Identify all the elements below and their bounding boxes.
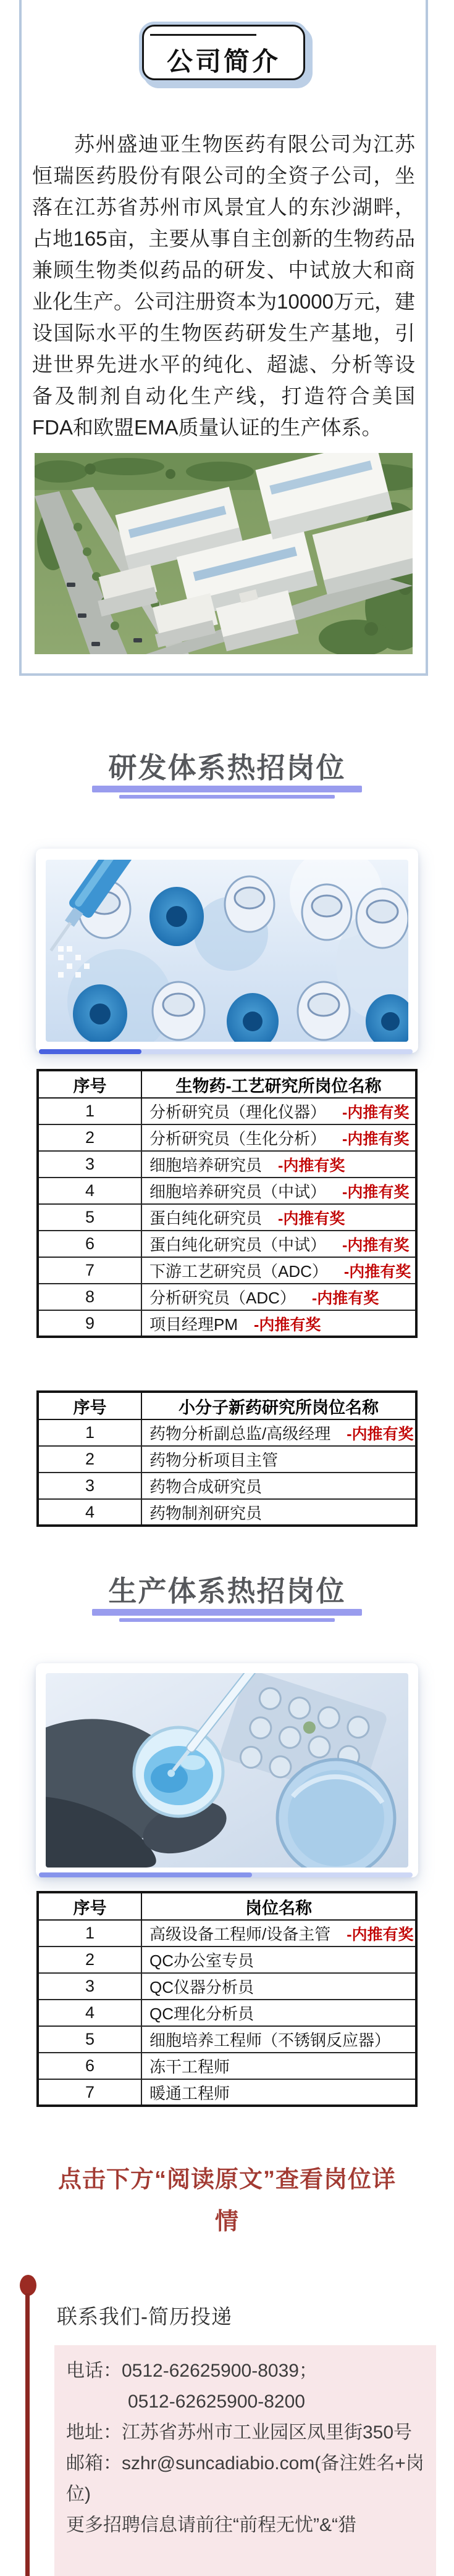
referral-bonus-tag: -内推有奖 [278,1210,345,1228]
job-title: 下游工艺研究员（ADC） [149,1262,328,1281]
job-title: 分析研究员（ADC） [149,1289,296,1307]
job-title: 细胞培养研究员 [149,1156,263,1174]
rnd-card-progress-track [39,1049,413,1054]
job-title: 分析研究员（生化分析） [149,1129,327,1148]
row-number: 4 [38,1178,141,1204]
row-number: 9 [38,1310,141,1337]
campus-aerial-image [35,453,413,654]
row-number: 3 [38,1473,141,1499]
table-row [38,1499,416,1526]
heading-underline-primary [92,1609,362,1616]
heading-underline-secondary [119,1618,335,1622]
row-number: 3 [38,1973,141,2000]
referral-bonus-tag: -内推有奖 [343,1263,411,1281]
job-title: 项目经理PM [149,1315,238,1334]
job-title-cell [141,1973,416,2000]
contact-section [0,2275,454,2576]
readmore-cta-text [0,2159,454,2243]
job-title: 高级设备工程师/设备主管 [149,1925,331,1943]
job-title: 蛋白纯化研究员（中试） [149,1236,327,1254]
timeline-line [25,2293,30,2576]
job-title-cell [141,2079,416,2106]
job-title-cell [141,1098,416,1124]
company-intro-section [19,0,428,676]
row-number: 7 [38,1257,141,1284]
table-row [38,1257,416,1284]
jobs-table [36,1069,418,1338]
job-title-cell [141,1231,416,1257]
production-heading-group [0,1575,454,1622]
job-title: 分析研究员（理化仪器） [149,1103,327,1121]
job-title-cell [141,1151,416,1178]
row-number: 7 [38,2079,141,2106]
job-title: 细胞培养工程师（不锈钢反应器） [149,2031,391,2050]
row-number: 4 [38,2000,141,2026]
job-title-cell [141,1920,416,1947]
table-row [38,1178,416,1204]
row-number: 1 [38,1419,141,1446]
column-header-title: 生物药-工艺研究所岗位名称 [141,1070,416,1098]
referral-bonus-tag: -内推有奖 [342,1104,410,1121]
cta-line-2: 情 [214,2209,239,2235]
section-title-rnd: 研发体系热招岗位 [108,752,346,784]
jobs-table [36,1390,418,1527]
contact-address-line: 地址：江苏省苏州市工业园区凤里街350号 [66,2422,413,2443]
production-card-progress-fill [39,1872,252,1877]
row-number: 8 [38,1284,141,1310]
referral-bonus-tag: -内推有奖 [347,1926,414,1943]
badge-accent-line [150,34,256,36]
contact-phone-line-2: 0512-62625900-8200 [128,2391,305,2412]
table-row [38,1310,416,1337]
job-title: QC仪器分析员 [149,1978,254,1996]
production-jobs-table [36,1891,418,2107]
column-header-index: 序号 [38,1392,141,1419]
table-row [38,2053,416,2079]
job-title: QC理化分析员 [149,2005,254,2023]
job-title: 药物分析副总监/高级经理 [149,1424,331,1443]
referral-bonus-tag: -内推有奖 [311,1290,379,1307]
production-photo-card [36,1663,418,1877]
column-header-title: 小分子新药研究所岗位名称 [141,1392,416,1419]
job-title: 蛋白纯化研究员 [149,1209,263,1228]
production-lab-image [46,1673,408,1868]
table-row [38,1473,416,1499]
job-title: 冻干工程师 [149,2058,230,2076]
table-row [38,1151,416,1178]
job-title-cell [141,1499,416,1526]
referral-bonus-tag: -内推有奖 [342,1131,410,1148]
company-intro-paragraph: 苏州盛迪亚生物医药有限公司为江苏恒瑞医药股份有限公司的全资子公司，坐落在江苏省苏州市风景宜人的东沙湖畔，占地165亩，主要从事自主创新的生物药品兼顾生物类似药品的研发、中试放大和商业化生产。公司注册资本为10000万元，建设国际水平的生物医药研发生产基地，引进世界先进水平的纯化、超滤、分析等设备及制剂自动化生产线，打造符合美国FDA和欧盟EMA质量认证的生产体系。 [32,133,415,439]
section-title-production: 生产体系热招岗位 [108,1575,346,1607]
rnd-photo-card [36,849,418,1053]
referral-bonus-tag: -内推有奖 [342,1237,410,1254]
table-row [38,1920,416,1947]
job-title-cell [141,1419,416,1446]
job-title-cell [141,1124,416,1151]
job-title: 细胞培养研究员（中试） [149,1182,327,1201]
job-title-cell [141,1473,416,1499]
job-title: 暖通工程师 [149,2084,230,2103]
table-row [38,1231,416,1257]
row-number: 3 [38,1151,141,1178]
small-molecule-jobs-table [36,1390,418,1527]
job-title: 药物制剂研究员 [149,1503,263,1523]
row-number: 4 [38,1499,141,1526]
row-number: 1 [38,1920,141,1947]
job-title-cell [141,2053,416,2079]
job-title-cell [141,1257,416,1284]
referral-bonus-tag: -内推有奖 [342,1184,410,1201]
job-title: QC办公室专员 [149,1951,254,1970]
production-card-progress-track [39,1872,413,1877]
table-row [38,1973,416,2000]
contact-email-line: 邮箱：szhr@suncadiabio.com(备注姓名+岗位) [66,2453,424,2504]
rnd-lab-image [46,860,408,1042]
contact-info-box [54,2345,436,2576]
row-number: 6 [38,2053,141,2079]
row-number: 6 [38,1231,141,1257]
job-title-cell [141,2026,416,2053]
table-row [38,2079,416,2106]
job-title-cell [141,2000,416,2026]
contact-phone-line: 电话：0512-62625900-8039； [66,2361,317,2381]
table-row [38,1947,416,1973]
referral-bonus-tag: -内推有奖 [347,1426,414,1443]
contact-more-info-line: 更多招聘信息请前往“前程无忧”&“猎 [66,2515,356,2535]
timeline-dot-icon [20,2275,36,2296]
table-row [38,2026,416,2053]
column-header-index: 序号 [38,1892,141,1920]
row-number: 2 [38,1446,141,1473]
table-row [38,1124,416,1151]
heading-underline-secondary [119,795,335,799]
contact-heading: 联系我们-简历投递 [57,2305,232,2328]
job-title-cell [141,1310,416,1337]
table-row [38,1098,416,1124]
jobs-table [36,1891,418,2107]
referral-bonus-tag: -内推有奖 [278,1157,345,1174]
rnd-heading-group [0,752,454,799]
referral-bonus-tag: -内推有奖 [254,1316,321,1334]
cta-line-1: 点击下方“阅读原文”查看岗位详 [57,2167,396,2193]
heading-underline-primary [92,786,362,792]
row-number: 5 [38,1204,141,1231]
row-number: 2 [38,1947,141,1973]
section-badge-title: 公司简介 [166,47,280,76]
table-row [38,1419,416,1446]
row-number: 2 [38,1124,141,1151]
table-row [38,2000,416,2026]
table-row [38,1446,416,1473]
row-number: 5 [38,2026,141,2053]
job-title: 药物分析项目主管 [149,1451,279,1469]
column-header-title: 岗位名称 [141,1892,416,1920]
section-badge-company-intro [142,25,305,80]
table-row [38,1284,416,1310]
bio-process-jobs-table [36,1069,418,1338]
job-title-cell [141,1204,416,1231]
table-row [38,1204,416,1231]
row-number: 1 [38,1098,141,1124]
job-title-cell [141,1446,416,1473]
job-title-cell [141,1947,416,1973]
job-title-cell [141,1178,416,1204]
job-title: 药物合成研究员 [149,1477,263,1496]
column-header-index: 序号 [38,1070,141,1098]
job-title-cell [141,1284,416,1310]
rnd-card-progress-fill [39,1049,141,1054]
